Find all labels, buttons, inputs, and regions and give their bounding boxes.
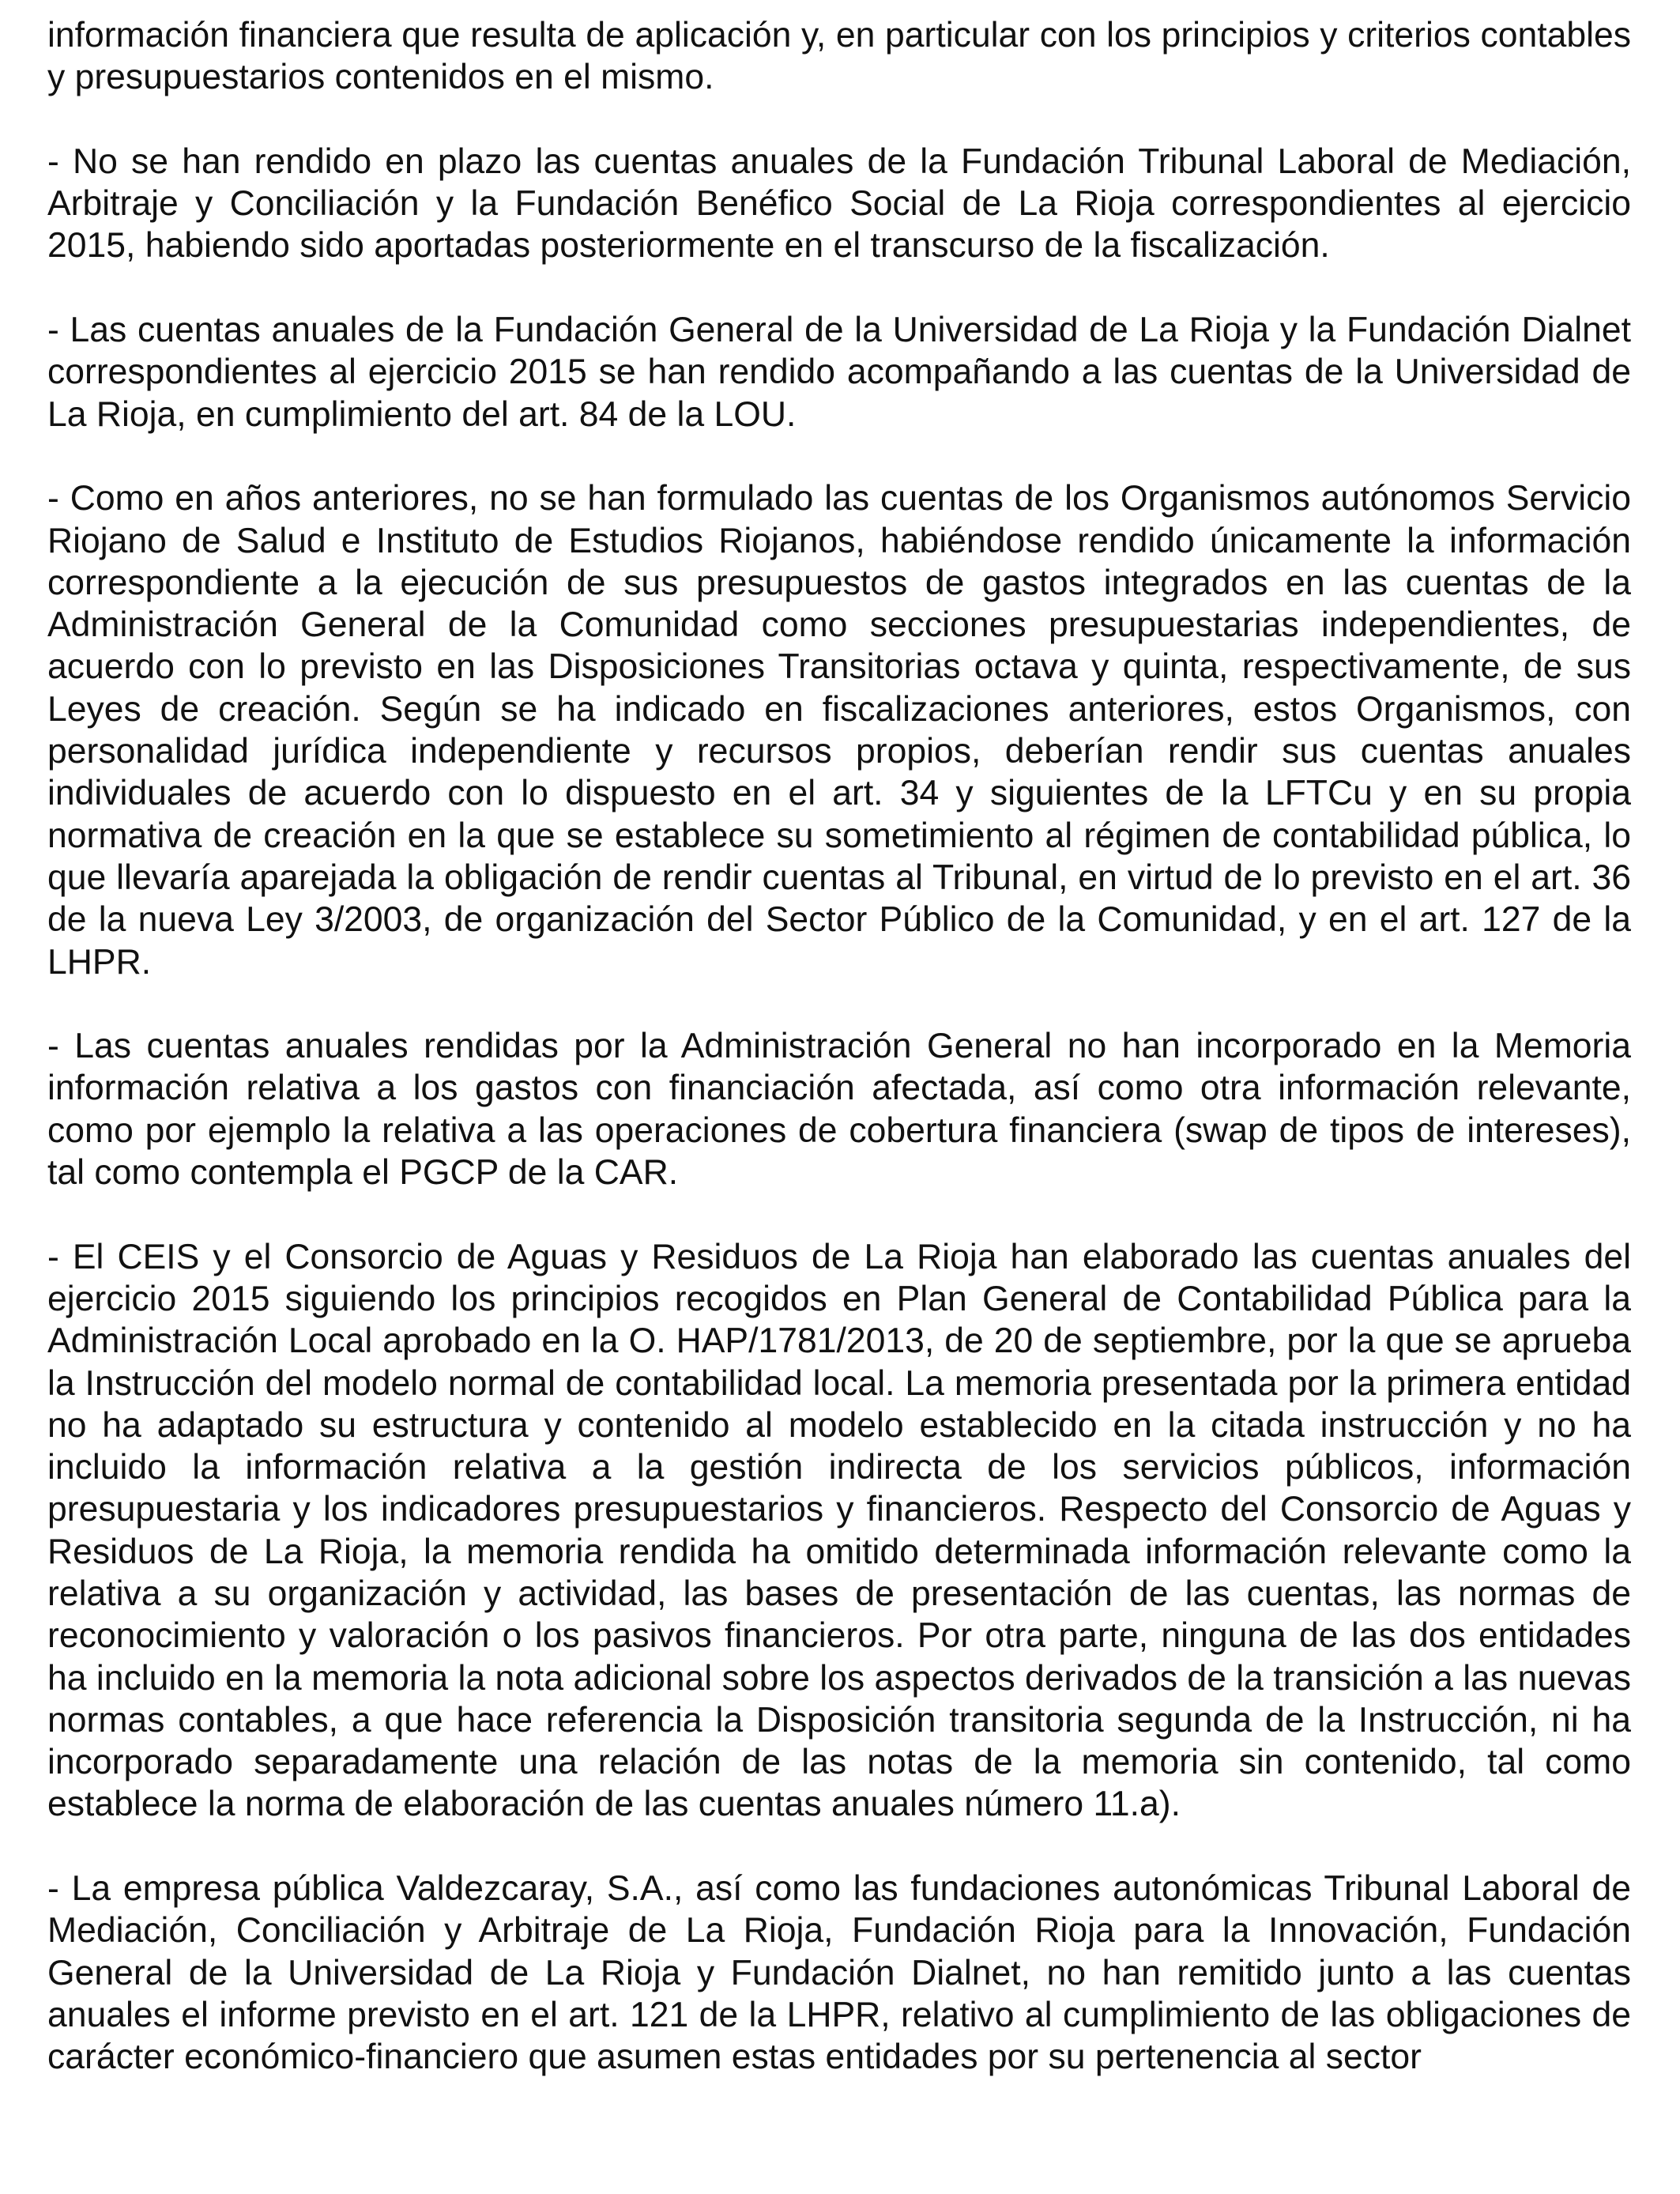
paragraph-intro-continuation: información financiera que resulta de aplicación y, en particular con los principios y criterios contables y presupuestarios contenidos en el mismo. bbox=[47, 16, 1631, 97]
paragraph-cuentas-fundaciones-plazo: - No se han rendido en plazo las cuentas anuales de la Fundación Tribunal Laboral de Mediación, Arbitraje y Conciliación y la Fundación Benéfico Social de La Rioja correspondientes al ejercicio 2015, habiendo sido aportadas posteriormente en el transcurso de la fiscalización. bbox=[47, 141, 1631, 266]
document-page bbox=[47, 14, 1631, 2079]
paragraph-organismos-autonomos: - Como en años anteriores, no se han formulado las cuentas de los Organismos autónomos Servicio Riojano de Salud e Instituto de Estudios Riojanos, habiéndose rendido únicamente la información correspondiente a la ejecución de sus presupuestos de gastos integrados en las cuentas de la Administración General de la Comunidad como secciones presupuestarias independientes, de acuerdo con lo previsto en las Disposiciones Transitorias octava y quinta, respectivamente, de sus Leyes de creación. Según se ha indicado en fiscalizaciones anteriores, estos Organismos, con personalidad jurídica independiente y recursos propios, deberían rendir sus cuentas anuales individuales de acuerdo con lo dispuesto en el art. 34 y siguientes de la LFTCu y en su propia normativa de creación en la que se establece su sometimiento al régimen de contabilidad pública, lo que llevaría aparejada la obligación de rendir cuentas al Tribunal, en virtud de lo previsto en el art. 36 de la nueva Ley 3/2003, de organización del Sector Público de la Comunidad, y en el art. 127 de la LHPR. bbox=[47, 479, 1631, 982]
paragraph-valdezcaray-fundaciones: - La empresa pública Valdezcaray, S.A., así como las fundaciones autonómicas Tribunal Laboral de Mediación, Conciliación y Arbitraje de La Rioja, Fundación Rioja para la Innovación, Fundación General de la Universidad de La Rioja y Fundación Dialnet, no han remitido junto a las cuentas anuales el informe previsto en el art. 121 de la LHPR, relativo al cumplimiento de las obligaciones de carácter económico-financiero que asumen estas entidades por su pertenencia al sector bbox=[47, 1869, 1631, 2077]
paragraph-ceis-consorcio: - El CEIS y el Consorcio de Aguas y Residuos de La Rioja han elaborado las cuentas anuales del ejercicio 2015 siguiendo los principios recogidos en Plan General de Contabilidad Pública para la Administración Local aprobado en la O. HAP/1781/2013, de 20 de septiembre, por la que se aprueba la Instrucción del modelo normal de contabilidad local. La memoria presentada por la primera entidad no ha adaptado su estructura y contenido al modelo establecido en la citada instrucción y no ha incluido la información relativa a la gestión indirecta de los servicios públicos, información presupuestaria y los indicadores presupuestarios y financieros. Respecto del Consorcio de Aguas y Residuos de La Rioja, la memoria rendida ha omitido determinada información relevante como la relativa a su organización y actividad, las bases de presentación de las cuentas, las normas de reconocimiento y valoración o los pasivos financieros. Por otra parte, ninguna de las dos entidades ha incluido en la memoria la nota adicional sobre los aspectos derivados de la transición a las nuevas normas contables, a que hace referencia la Disposición transitoria segunda de la Instrucción, ni ha incorporado separadamente una relación de las notas de la memoria sin contenido, tal como establece la norma de elaboración de las cuentas anuales número 11.a). bbox=[47, 1237, 1631, 1824]
paragraph-administracion-general-memoria: - Las cuentas anuales rendidas por la Administración General no han incorporado en la Memoria información relativa a los gastos con financiación afectada, así como otra información relevante, como por ejemplo la relativa a las operaciones de cobertura financiera (swap de tipos de intereses), tal como contempla el PGCP de la CAR. bbox=[47, 1027, 1631, 1193]
paragraph-fundacion-universidad-dialnet: - Las cuentas anuales de la Fundación General de la Universidad de La Rioja y la Fundación Dialnet correspondientes al ejercicio 2015 se han rendido acompañando a las cuentas de la Universidad de La Rioja, en cumplimiento del art. 84 de la LOU. bbox=[47, 311, 1631, 434]
